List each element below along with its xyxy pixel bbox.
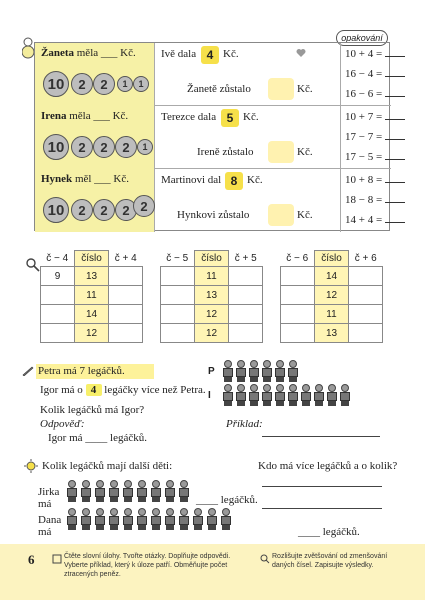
figure-icon bbox=[164, 480, 176, 502]
cell-left[interactable] bbox=[161, 324, 195, 343]
figure-icon bbox=[122, 480, 134, 502]
figure-icon bbox=[136, 508, 148, 530]
coin-icon: 1 bbox=[137, 139, 153, 155]
gave-unit: Kč. bbox=[243, 111, 259, 123]
coin-icon: 2 bbox=[93, 199, 115, 221]
cell-left[interactable] bbox=[281, 305, 315, 324]
gave-amount: 4 bbox=[201, 46, 219, 64]
figure-icon bbox=[274, 360, 286, 382]
coin-icon: 2 bbox=[71, 199, 93, 221]
header-mid: číslo bbox=[315, 251, 349, 267]
money-table bbox=[34, 42, 390, 231]
figure-icon bbox=[108, 508, 120, 530]
coin-icon: 2 bbox=[71, 73, 93, 95]
story-question: Kolik legáčků má Igor? bbox=[40, 404, 145, 416]
coin-icon: 2 bbox=[133, 195, 155, 217]
money-row bbox=[35, 169, 391, 232]
header-left: č − 6 bbox=[286, 252, 309, 264]
person-name: Žaneta bbox=[41, 47, 74, 59]
figure-icon bbox=[178, 508, 190, 530]
pencil-icon bbox=[22, 366, 34, 379]
cell-right[interactable] bbox=[109, 305, 143, 324]
kids-question: Kolik legáčků mají další děti: bbox=[42, 460, 173, 472]
figure-icon bbox=[287, 384, 299, 406]
figure-icon bbox=[261, 360, 273, 382]
figure-icon bbox=[274, 384, 286, 406]
cell-left[interactable] bbox=[161, 267, 195, 286]
idea-icon bbox=[24, 459, 38, 476]
gave-amount: 5 bbox=[221, 109, 239, 127]
coin-icon: 10 bbox=[43, 134, 69, 160]
example-label: Příklad: bbox=[226, 418, 263, 430]
header-left: č − 4 bbox=[46, 252, 69, 264]
had-text: měl ___ Kč. bbox=[74, 173, 130, 185]
figure-icon bbox=[150, 508, 162, 530]
header-mid: číslo bbox=[195, 251, 229, 267]
coin-icon: 1 bbox=[117, 76, 133, 92]
figure-icon bbox=[300, 384, 312, 406]
cell-mid: 13 bbox=[75, 267, 109, 286]
footer-right-text: Rozlišujte zvětšování od zmenšování daných čísel. Zapisujte výsledky. bbox=[272, 553, 388, 569]
figure-icon bbox=[136, 480, 148, 502]
figure-icon bbox=[108, 480, 120, 502]
row-label-p: P bbox=[208, 366, 215, 377]
figure-icon bbox=[339, 384, 351, 406]
header-right: č + 6 bbox=[354, 252, 377, 264]
footer-left-text: Čtěte slovní úlohy. Tvořte otázky. Doplňujte odpovědi. Vyberte příklad, který k úloze patří. Obměňujte počet ztracených peněz. bbox=[64, 553, 231, 578]
left-text: Hynkovi zůstalo bbox=[177, 209, 250, 221]
page-number: 6 bbox=[28, 552, 35, 567]
people-row-i bbox=[222, 384, 382, 408]
gave-amount: 8 bbox=[225, 172, 243, 190]
had-text: měla ___ Kč. bbox=[69, 110, 129, 122]
cell-mid: 13 bbox=[315, 324, 349, 343]
cell-left[interactable] bbox=[281, 286, 315, 305]
answer-text: Igor má ____ legáčků. bbox=[48, 432, 147, 444]
answer-box[interactable] bbox=[268, 141, 294, 163]
coin-icon: 2 bbox=[93, 136, 115, 158]
cell-mid: 14 bbox=[75, 305, 109, 324]
figure-icon bbox=[235, 360, 247, 382]
story-line-2: Igor má o 4 legáčky více než Petra. bbox=[40, 384, 206, 396]
cell-mid: 14 bbox=[315, 267, 349, 286]
coin-icon: 2 bbox=[115, 199, 137, 221]
cell-right[interactable] bbox=[349, 286, 383, 305]
cell-mid: 11 bbox=[75, 286, 109, 305]
snowman-icon bbox=[22, 37, 34, 59]
cell-right[interactable] bbox=[109, 286, 143, 305]
cell-right[interactable] bbox=[109, 324, 143, 343]
left-unit: Kč. bbox=[297, 83, 313, 95]
figure-icon bbox=[66, 480, 78, 502]
people-row-jirka bbox=[66, 480, 196, 504]
cell-mid: 11 bbox=[315, 305, 349, 324]
cell-mid: 12 bbox=[195, 305, 229, 324]
coin-icon: 2 bbox=[71, 136, 93, 158]
cell-right[interactable] bbox=[229, 305, 263, 324]
magnifier-icon bbox=[26, 258, 40, 275]
figure-icon bbox=[164, 508, 176, 530]
people-row-p bbox=[222, 360, 302, 384]
figure-icon bbox=[94, 508, 106, 530]
answer-box[interactable] bbox=[268, 204, 294, 226]
figure-icon bbox=[261, 384, 273, 406]
equation: 16 − 6 = bbox=[345, 88, 405, 100]
coins-cell bbox=[35, 169, 155, 232]
number-table-3 bbox=[280, 250, 383, 343]
figure-icon bbox=[122, 508, 134, 530]
cell-mid: 12 bbox=[315, 286, 349, 305]
figure-icon bbox=[150, 480, 162, 502]
left-text: Ireně zůstalo bbox=[197, 146, 254, 158]
gave-unit: Kč. bbox=[223, 48, 239, 60]
number-table-2 bbox=[160, 250, 263, 343]
cell-left[interactable] bbox=[41, 324, 75, 343]
cell-right[interactable] bbox=[229, 324, 263, 343]
cell-mid: 13 bbox=[195, 286, 229, 305]
gave-cell bbox=[155, 43, 341, 106]
dana-label: Dana má bbox=[38, 514, 62, 538]
gave-text: Martinovi dal bbox=[161, 174, 222, 186]
cell-left[interactable]: 9 bbox=[41, 267, 75, 286]
figure-icon bbox=[206, 508, 218, 530]
figure-icon bbox=[80, 480, 92, 502]
cell-right[interactable] bbox=[229, 286, 263, 305]
coins-cell bbox=[35, 43, 155, 106]
figure-icon bbox=[235, 384, 247, 406]
cell-left[interactable] bbox=[161, 305, 195, 324]
people-row-dana bbox=[66, 508, 266, 532]
gave-unit: Kč. bbox=[247, 174, 263, 186]
gave-cell bbox=[155, 169, 341, 232]
example-line[interactable] bbox=[262, 436, 380, 437]
dana-suffix: ____ legáčků. bbox=[298, 526, 360, 538]
gave-cell bbox=[155, 106, 341, 169]
coin-icon: 1 bbox=[133, 76, 149, 92]
equation: 18 − 8 = bbox=[345, 194, 405, 206]
number-table-1 bbox=[40, 250, 143, 343]
equation: 16 − 4 = bbox=[345, 68, 405, 80]
review-tab: opakování bbox=[336, 30, 388, 46]
figure-icon bbox=[287, 360, 299, 382]
cell-left[interactable] bbox=[41, 305, 75, 324]
cell-mid: 12 bbox=[75, 324, 109, 343]
cell-left[interactable] bbox=[161, 286, 195, 305]
cell-right[interactable] bbox=[349, 267, 383, 286]
left-text: Žanetě zůstalo bbox=[187, 83, 251, 95]
cell-right[interactable] bbox=[109, 267, 143, 286]
figure-icon bbox=[80, 508, 92, 530]
figure-icon bbox=[326, 384, 338, 406]
equation: 17 − 7 = bbox=[345, 131, 405, 143]
figure-icon bbox=[222, 360, 234, 382]
answer-box[interactable] bbox=[268, 78, 294, 100]
left-unit: Kč. bbox=[297, 209, 313, 221]
cell-mid: 11 bbox=[195, 267, 229, 286]
more-count: 4 bbox=[86, 384, 102, 396]
had-text: měla ___ Kč. bbox=[76, 47, 136, 59]
header-right: č + 5 bbox=[234, 252, 257, 264]
coin-icon: 10 bbox=[43, 71, 69, 97]
story-line-1: Petra má 7 legáčků. bbox=[36, 364, 154, 379]
left-unit: Kč. bbox=[297, 146, 313, 158]
jirka-label: Jirka má bbox=[38, 486, 60, 510]
coins-cell bbox=[35, 106, 155, 169]
person-name: Irena bbox=[41, 110, 67, 122]
footer-bar bbox=[0, 544, 425, 600]
equation: 14 + 4 = bbox=[345, 214, 405, 226]
figure-icon bbox=[248, 360, 260, 382]
cell-right[interactable] bbox=[229, 267, 263, 286]
equation: 17 − 5 = bbox=[345, 151, 405, 163]
compare-line-2[interactable] bbox=[262, 508, 382, 509]
magnifier-icon bbox=[260, 554, 270, 567]
figure-icon bbox=[178, 480, 190, 502]
equation: 10 + 8 = bbox=[345, 174, 405, 186]
eq-cell bbox=[341, 106, 391, 169]
compare-line-1[interactable] bbox=[262, 486, 382, 487]
cell-left[interactable] bbox=[41, 286, 75, 305]
jirka-suffix: ____ legáčků. bbox=[196, 494, 258, 506]
eq-cell bbox=[341, 169, 391, 232]
coin-icon: 2 bbox=[115, 136, 137, 158]
answer-label: Odpověď: bbox=[40, 418, 85, 430]
gave-text: Terezce dala bbox=[161, 111, 217, 123]
figure-icon bbox=[220, 508, 232, 530]
figure-icon bbox=[94, 480, 106, 502]
compare-question: Kdo má více legáčků a o kolik? bbox=[258, 460, 398, 472]
cell-left[interactable] bbox=[281, 324, 315, 343]
eq-cell bbox=[341, 43, 391, 106]
money-row bbox=[35, 43, 391, 106]
person-name: Hynek bbox=[41, 173, 73, 185]
figure-icon bbox=[222, 384, 234, 406]
row-label-i: I bbox=[208, 390, 211, 401]
header-mid: číslo bbox=[75, 251, 109, 267]
figure-icon bbox=[313, 384, 325, 406]
header-right: č + 4 bbox=[114, 252, 137, 264]
figure-icon bbox=[66, 508, 78, 530]
equation: 10 + 4 = bbox=[345, 48, 405, 60]
cell-left[interactable] bbox=[281, 267, 315, 286]
money-row bbox=[35, 106, 391, 169]
cell-mid: 12 bbox=[195, 324, 229, 343]
cell-right[interactable] bbox=[349, 324, 383, 343]
equation: 10 + 7 = bbox=[345, 111, 405, 123]
coin-icon: 10 bbox=[43, 197, 69, 223]
coin-icon: 2 bbox=[93, 73, 115, 95]
header-left: č − 5 bbox=[166, 252, 189, 264]
figure-icon bbox=[248, 384, 260, 406]
book-icon bbox=[52, 554, 62, 567]
cell-right[interactable] bbox=[349, 305, 383, 324]
gave-text: Ivě dala bbox=[161, 48, 197, 60]
figure-icon bbox=[192, 508, 204, 530]
